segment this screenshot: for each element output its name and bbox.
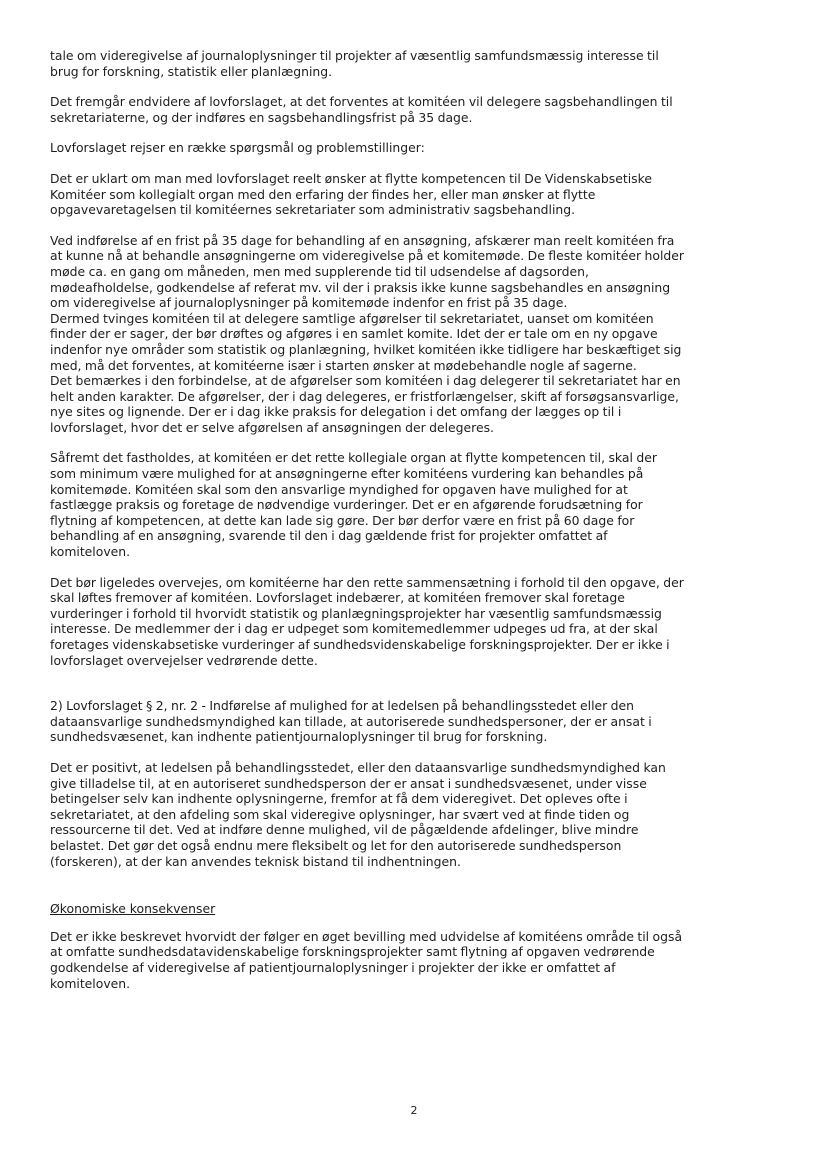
- text-line: lovforslaget overvejelser vedrørende dette.: [50, 652, 318, 668]
- text-line: lovforslaget, hvor det er selve afgørelsen af ansøgningen der delegeres.: [50, 419, 494, 435]
- paragraph-collegial-body: [50, 450, 778, 559]
- paragraph-positive-assessment: [50, 760, 778, 869]
- text-line: vurderinger i forhold til hvorvidt statistik og planlægningsprojekter har væsentlig samfundsmæssig: [50, 605, 662, 621]
- heading-economic-consequences: Økonomiske konsekvenser: [50, 901, 216, 917]
- text-line: at omfatte sundhedsdatavidenskabelige forskningsprojekter samt flytning af opgaven vedrørende: [50, 944, 655, 960]
- text-line: godkendelse af videregivelse af patientjournaloplysninger i projekter der ikke er omfattet af: [50, 959, 616, 975]
- text-line: ressourcerne til det. Ved at indføre denne mulighed, vil de pågældende afdelinger, blive mindre: [50, 822, 639, 838]
- text-line: fastlægge praksis og foretage de nødvendige vurderinger. Det er en afgørende forudsætning for: [50, 497, 643, 513]
- text-line: flytning af kompetencen, at dette kan lade sig gøre. Der bør derfor være en frist på 60 dage for: [50, 512, 635, 528]
- text-line: Dermed tvinges komitéen til at delegere samtlige afgørelser til sekretariatet, uanset om komitéen: [50, 310, 654, 326]
- text-line: Komitéer som kollegialt organ med den erfaring der findes her, eller man ønsker at flytte: [50, 186, 596, 202]
- text-line: sundhedsvæsenet, kan indhente patientjournaloplysninger til brug for forskning.: [50, 729, 548, 745]
- text-line: med, må det forventes, at komitéerne især i starten ønsker at mødebehandle nogle af sagerne.: [50, 357, 637, 373]
- text-line: (forskeren), at der kan anvendes teknisk bistand til indhentningen.: [50, 853, 461, 869]
- text-line: behandling af en ansøgning, svarende til den i dag gældende frist for projekter omfattet af: [50, 528, 608, 544]
- text-line: foretages videnskabsetiske vurderinger af sundhedsvidenskabelige forskningsprojekter. Der er ikke i: [50, 637, 670, 652]
- text-line: helt anden karakter. De afgørelser, der i dag delegeres, er fristforlængelser, skift af forsøgsansvarlige,: [50, 388, 679, 404]
- paragraph-deadline: [50, 233, 778, 436]
- paragraph-composition: [50, 575, 778, 669]
- text-line: brug for forskning, statistik eller planlægning.: [50, 63, 333, 79]
- text-line: 2) Lovforslaget § 2, nr. 2 - Indførelse af mulighed for at ledelsen på behandlingsstedet eller den: [50, 698, 635, 714]
- text-line: betingelser selv kan indhente oplysningerne, fremfor at få dem videregivet. Det opleves ofte i: [50, 791, 628, 807]
- text-line: komitemøde. Komitéen skal som den ansvarlige myndighed for opgaven have mulighed for at: [50, 481, 628, 497]
- text-line: Det er positivt, at ledelsen på behandlingsstedet, eller den dataansvarlige sundhedsmyndighed kan: [50, 759, 666, 775]
- paragraph-funding: [50, 929, 778, 991]
- text-line: Såfremt det fastholdes, at komitéen er det rette kollegiale organ at flytte kompetencen til, skal der: [50, 450, 657, 466]
- paragraph-journal-disclosure: [50, 48, 778, 79]
- paragraph-questions-intro: [50, 140, 778, 156]
- text-line: sekretariaterne, og der indføres en sagsbehandlingsfrist på 35 dage.: [50, 109, 473, 125]
- text-line: som minimum være mulighed for at ansøgningerne efter komitéens vurdering kan behandles på: [50, 466, 644, 482]
- text-line: indenfor nye områder som statistik og planlægning, hvilket komitéen ikke tidligere har beskæftiget sig: [50, 341, 682, 357]
- text-line: om videregivelse af journaloplysninger på komitemøde indenfor en frist på 35 dage.: [50, 295, 568, 311]
- text-line: tale om videregivelse af journaloplysninger til projekter af væsentlig samfundsmæssig interesse til: [50, 48, 659, 63]
- text-line: skal løftes fremover af komitéen. Lovforslaget indebærer, at komitéen fremover skal foretage: [50, 590, 625, 606]
- text-line: komiteloven.: [50, 975, 131, 991]
- text-line: opgavevaretagelsen til komitéernes sekretariater som administrativ sagsbehandling.: [50, 202, 576, 218]
- text-line: nye sites og lignende. Der er i dag ikke praksis for delegation i det omfang der lægges op til i: [50, 404, 622, 420]
- page-number: 2: [410, 1104, 418, 1117]
- text-line: Det fremgår endvidere af lovforslaget, at det forventes at komitéen vil delegere sagsbehandlingen til: [50, 94, 673, 110]
- text-line: Det er uklart om man med lovforslaget reelt ønsker at flytte kompetencen til De Videnskabsetiske: [50, 170, 652, 186]
- paragraph-delegation: [50, 94, 778, 125]
- text-line: sekretariatet, at den afdeling som skal videregive oplysninger, har svært ved at finde tiden og: [50, 806, 630, 822]
- text-line: Lovforslaget rejser en række spørgsmål og problemstillinger:: [50, 140, 425, 156]
- text-line: give tilladelse til, at en autoriseret sundhedsperson der er ansat i sundhedsvæsenet, under visse: [50, 775, 647, 791]
- text-line: Ved indførelse af en frist på 35 dage for behandling af en ansøgning, afskærer man reelt komitéen fra: [50, 232, 675, 248]
- text-line: dataansvarlige sundhedsmyndighed kan tillade, at autoriserede sundhedspersoner, der er ansat i: [50, 713, 652, 729]
- text-line: interesse. De medlemmer der i dag er udpeget som komitemedlemmer udpeges ud fra, at der skal: [50, 621, 658, 637]
- text-line: komiteloven.: [50, 544, 131, 560]
- paragraph-section-2-2: [50, 698, 778, 745]
- paragraph-competence: [50, 171, 778, 218]
- text-line: møde ca. en gang om måneden, men med supplerende tid til udsendelse af dagsorden,: [50, 263, 589, 279]
- text-line: Det bør ligeledes overvejes, om komitéerne har den rette sammensætning i forhold til den opgave, der: [50, 574, 684, 590]
- text-line: Det er ikke beskrevet hvorvidt der følger en øget bevilling med udvidelse af komitéens område til også: [50, 928, 683, 944]
- text-line: finder der er sager, der bør drøftes og afgøres i en samlet komite. Idet der er tale om en ny opgave: [50, 326, 658, 342]
- text-line: belastet. Det gør det også endnu mere fleksibelt og let for den autoriserede sundhedsperson: [50, 837, 622, 853]
- text-line: mødeafholdelse, godkendelse af referat mv. vil der i praksis ikke kunne sagsbehandles en ansøgning: [50, 279, 671, 295]
- text-line: Det bemærkes i den forbindelse, at de afgørelser som komitéen i dag delegerer til sekretariatet har en: [50, 373, 681, 389]
- text-line: at kunne nå at behandle ansøgningerne om videregivelse på et komitemøde. De fleste komitéer holder: [50, 248, 685, 264]
